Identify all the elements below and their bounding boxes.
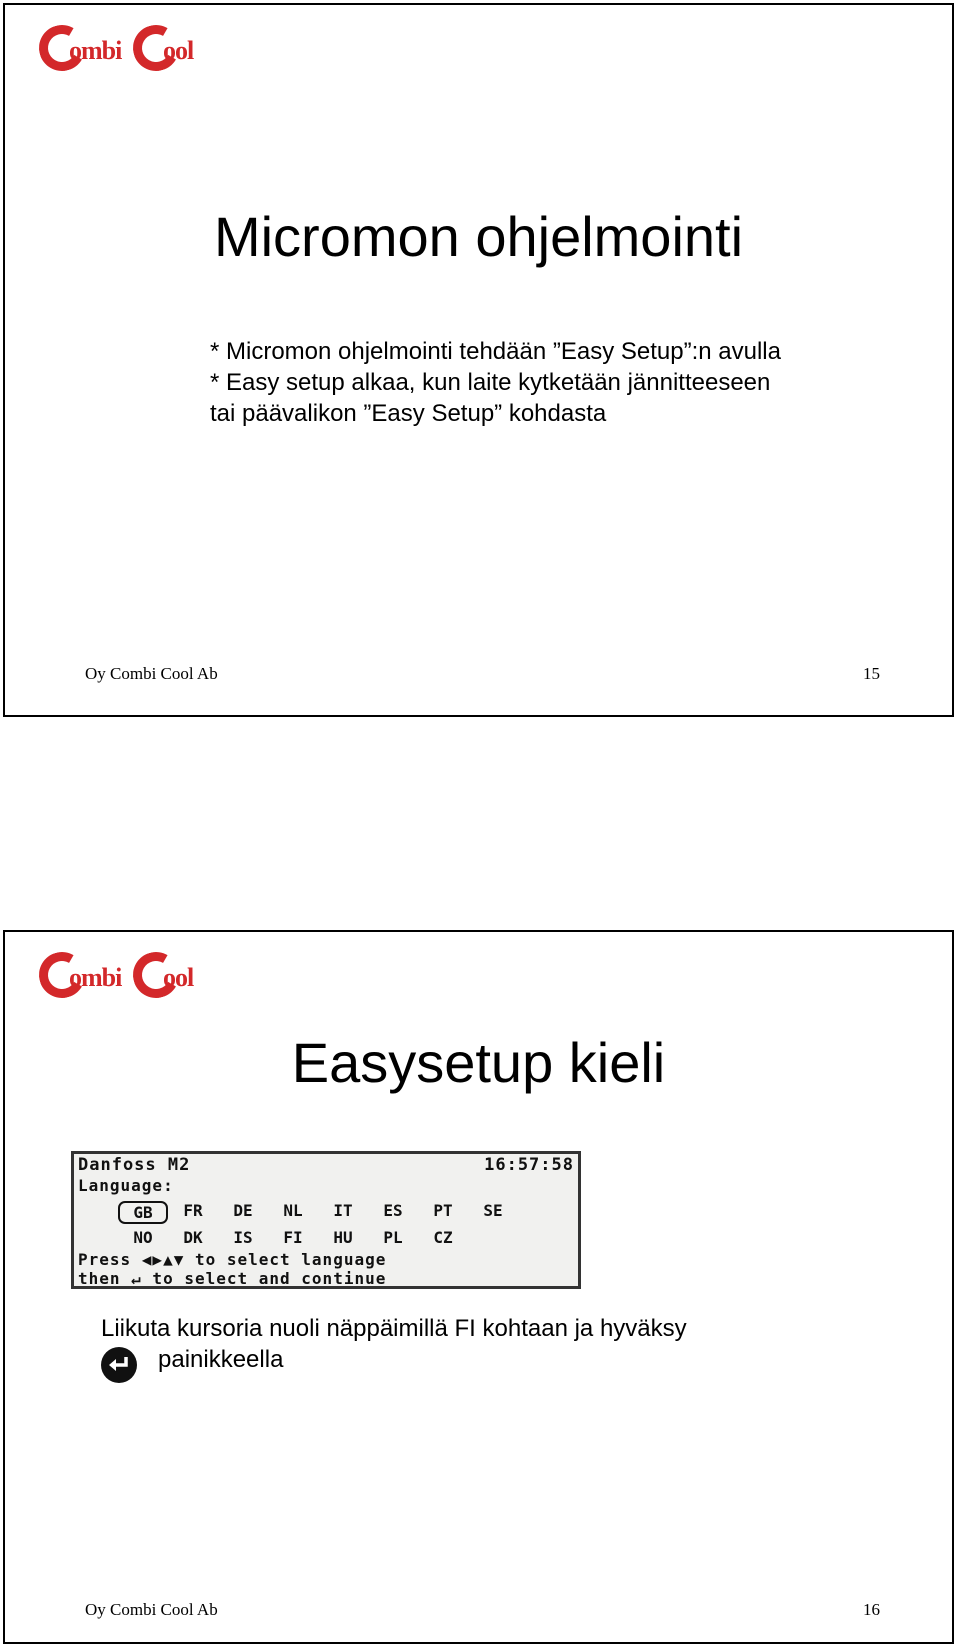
- lcd-language-option-selected[interactable]: GB: [118, 1201, 168, 1224]
- slide-15: [3, 3, 954, 717]
- bullet-list: [210, 336, 781, 429]
- enter-key-icon: [101, 1347, 137, 1383]
- bullet-item: * Easy setup alkaa, kun laite kytketään jännitteeseen: [210, 369, 771, 396]
- instruction-line-1: Liikuta kursoria nuoli näppäimillä FI kohtaan ja hyväksy: [101, 1315, 687, 1342]
- lcd-language-option[interactable]: DE: [233, 1201, 253, 1220]
- lcd-language-option[interactable]: NO: [133, 1228, 153, 1247]
- lcd-header: Danfoss M2: [78, 1155, 191, 1175]
- lcd-language-option[interactable]: CZ: [433, 1228, 453, 1247]
- logo-word-2: ool: [163, 963, 194, 992]
- lcd-language-option[interactable]: IT: [333, 1201, 353, 1220]
- lcd-language-option[interactable]: NL: [283, 1201, 303, 1220]
- instruction-line-2: painikkeella: [158, 1346, 284, 1373]
- slide-title: Easysetup kieli: [291, 1031, 666, 1094]
- combi-cool-logo: [39, 25, 209, 81]
- lcd-language-option[interactable]: PT: [433, 1201, 453, 1220]
- instruction-text: [101, 1313, 687, 1373]
- lcd-language-option[interactable]: PL: [383, 1228, 403, 1247]
- footer-company: Oy Combi Cool Ab: [85, 1600, 218, 1619]
- lcd-language-label: Language:: [78, 1176, 174, 1195]
- lcd-language-option[interactable]: ES: [383, 1201, 403, 1220]
- page-number: 15: [863, 664, 880, 683]
- lcd-instruction-line-1: Press ◀▶▲▼ to select language: [78, 1250, 387, 1269]
- lcd-language-option[interactable]: FI: [283, 1228, 303, 1247]
- logo-word-1: ombi: [69, 963, 122, 992]
- lcd-language-option[interactable]: HU: [333, 1228, 353, 1247]
- page-number: 16: [863, 1600, 880, 1619]
- slide-title: Micromon ohjelmointi: [213, 205, 744, 268]
- logo-word-2: ool: [163, 36, 194, 65]
- lcd-language-option[interactable]: IS: [233, 1228, 253, 1247]
- enter-arrow-icon: [107, 1355, 131, 1375]
- lcd-time: 16:57:58: [484, 1155, 574, 1175]
- lcd-language-option[interactable]: SE: [483, 1201, 503, 1220]
- lcd-language-option[interactable]: DK: [183, 1228, 203, 1247]
- lcd-instruction-line-2: then ↵ to select and continue: [78, 1269, 387, 1288]
- bullet-item: * Micromon ohjelmointi tehdään ”Easy Setup”:n avulla: [210, 338, 781, 365]
- lcd-language-grid: [118, 1201, 548, 1247]
- lcd-language-option[interactable]: FR: [183, 1201, 203, 1220]
- bullet-item: tai päävalikon ”Easy Setup” kohdasta: [210, 400, 607, 427]
- logo-word-1: ombi: [69, 36, 122, 65]
- slide-16: [3, 930, 954, 1644]
- lcd-screen: [71, 1151, 581, 1289]
- footer-company: Oy Combi Cool Ab: [85, 664, 218, 683]
- combi-cool-logo: [39, 952, 209, 1008]
